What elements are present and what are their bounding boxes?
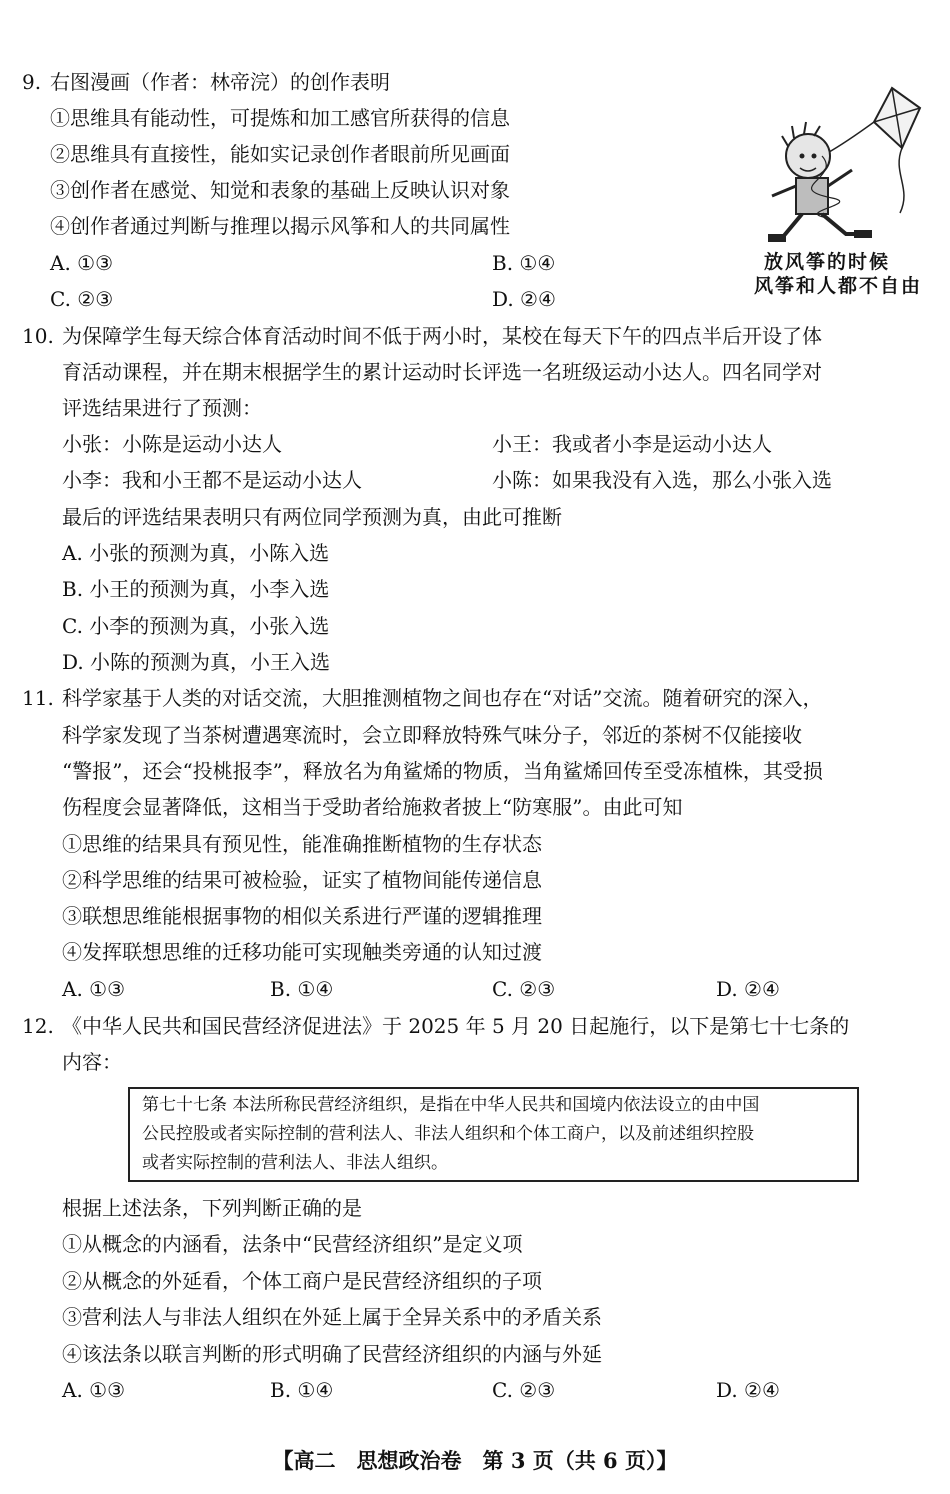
question-stem-line: 《中华人民共和国民营经济促进法》于 2025 年 5 月 20 日起施行，以下是第七十七条的 [62,1014,850,1038]
option-a: A. ①③ [62,1378,126,1402]
statement: ④该法条以联言判断的形式明确了民营经济组织的内涵与外延 [62,1342,602,1366]
prediction: 小王：我或者小李是运动小达人 [492,432,772,456]
question-prompt: 根据上述法条，下列判断正确的是 [62,1196,362,1220]
option-c: C. ②③ [50,287,114,311]
law-article-box [128,1087,859,1182]
prediction: 小陈：如果我没有入选，那么小张入选 [492,468,832,492]
question-stem-line: 内容： [62,1050,122,1074]
cartoon-caption-line-1: 放风筝的时候 [764,251,891,273]
page-footer: 【高二 思想政治卷 第 3 页（共 6 页）】 [272,1448,678,1473]
statement: ③联想思维能根据事物的相似关系进行严谨的逻辑推理 [62,904,542,928]
article-line: 第七十七条 本法所称民营经济组织，是指在中华人民共和国境内依法设立的由中国 [142,1095,760,1115]
question-stem-line: 育活动课程，并在期末根据学生的累计运动时长评选一名班级运动小达人。四名同学对 [62,360,822,384]
option-d: D. ②④ [716,1378,780,1402]
question-number: 10. [22,324,54,348]
statement: ③创作者在感觉、知觉和表象的基础上反映认识对象 [50,178,510,202]
question-stem-line: 科学家基于人类的对话交流，大胆推测植物之间也存在“对话”交流。随着研究的深入， [62,686,823,710]
question-stem-line: 伤程度会显著降低，这相当于受助者给施救者披上“防寒服”。由此可知 [62,795,683,819]
question-stem: 右图漫画（作者：林帝浣）的创作表明 [50,70,390,94]
statement: ③营利法人与非法人组织在外延上属于全异关系中的矛盾关系 [62,1305,602,1329]
option-b: B. ①④ [270,1378,334,1402]
question-number: 11. [22,686,54,710]
question-number: 9. [22,70,42,94]
question-stem-line: 科学家发现了当茶树遭遇寒流时，会立即释放特殊气味分子，邻近的茶树不仅能接收 [62,723,802,747]
question-stem-line: “警报”，还会“投桃报李”，释放名为角鲨烯的物质，当角鲨烯回传至受冻植株，其受损 [62,759,823,783]
statement: ①从概念的内涵看，法条中“民营经济组织”是定义项 [62,1232,523,1256]
prediction: 小张：小陈是运动小达人 [62,432,282,456]
option-a: A. ①③ [50,251,114,275]
statement: ④发挥联想思维的迁移功能可实现触类旁通的认知过渡 [62,940,542,964]
question-stem-line: 为保障学生每天综合体育活动时间不低于两小时，某校在每天下午的四点半后开设了体 [62,324,822,348]
statement: ①思维具有能动性，可提炼和加工感官所获得的信息 [50,106,510,130]
option-d: D. 小陈的预测为真，小王入选 [62,650,331,674]
article-line: 或者实际控制的营利法人、非法人组织。 [142,1153,448,1173]
cartoon-caption-line-2: 风筝和人都不自由 [754,275,923,297]
statement: ①思维的结果具有预见性，能准确推断植物的生存状态 [62,832,542,856]
article-line: 公民控股或者实际控制的营利法人、非法人组织和个体工商户，以及前述组织控股 [142,1124,754,1144]
option-d: D. ②④ [492,287,556,311]
option-b: B. ①④ [492,251,556,275]
option-a: A. 小张的预测为真，小陈入选 [62,541,330,565]
statement: ②思维具有直接性，能如实记录创作者眼前所见画面 [50,142,510,166]
question-stem-line: 评选结果进行了预测： [62,396,262,420]
statement: ②从概念的外延看，个体工商户是民营经济组织的子项 [62,1269,542,1293]
conclusion: 最后的评选结果表明只有两位同学预测为真，由此可推断 [62,505,562,529]
question-number: 12. [22,1014,54,1038]
kite-person-drawing-icon [742,78,930,248]
option-c: C. ②③ [492,1378,556,1402]
kite-cartoon [742,78,930,296]
option-d: D. ②④ [716,977,780,1001]
statement: ④创作者通过判断与推理以揭示风筝和人的共同属性 [50,214,510,238]
option-c: C. ②③ [492,977,556,1001]
option-b: B. 小王的预测为真，小李入选 [62,577,330,601]
option-b: B. ①④ [270,977,334,1001]
option-c: C. 小李的预测为真，小张入选 [62,614,330,638]
option-a: A. ①③ [62,977,126,1001]
statement: ②科学思维的结果可被检验，证实了植物间能传递信息 [62,868,542,892]
prediction: 小李：我和小王都不是运动小达人 [62,468,362,492]
